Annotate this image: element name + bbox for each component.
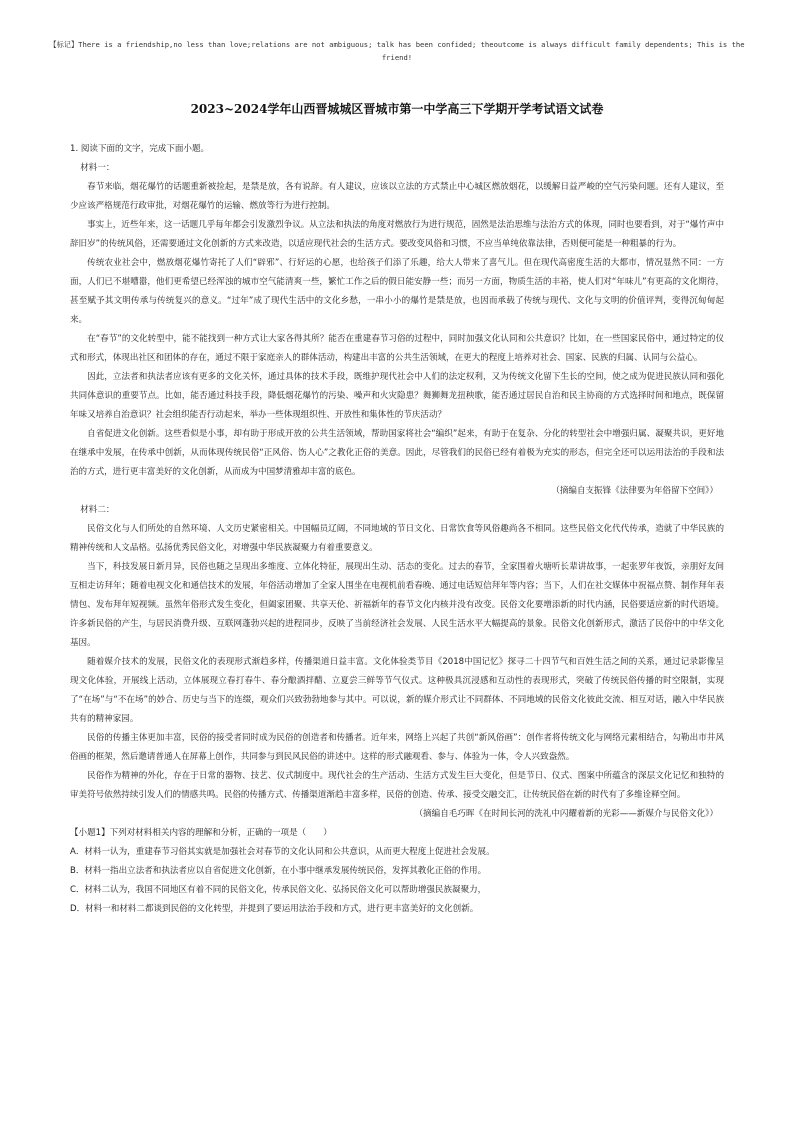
material2-paragraph: 民俗的传播主体更加丰富，民俗的接受者同时成为民俗的创造者和传播者。近年来，网络上兴起了共创“新风俗画”：创作者将传统文化与网络元素相结合，勾勒出市井风俗画的框架，然后邀请普通人在屏幕上创作，共同参与到民风民俗的讲述中。这样的形式融观看、参与、体验为一体，令人兴致盎然。 (70, 733, 724, 762)
material1-label: 材料一： (80, 163, 115, 173)
question1-option-a: A．材料一认为，重建春节习俗其实就是加强社会对春节的文化认同和公共意识，从而更大程度上促进社会发展。 (70, 847, 495, 857)
material1-paragraph: 事实上，近些年来，这一话题几乎每年都会引发激烈争议。从立法和执法的角度对燃放行为进行规范，固然是法治思维与法治方式的体现，同时也要看到，对于“爆竹声中辞旧岁”的传统风俗，还需要通过文化创新的方式来改造，以适应现代社会的生活方式。要改变风俗和习惯，不应当单纯依靠法律，否则便可能是一种粗暴的行为。 (70, 220, 724, 249)
question-intro: 1. 阅读下面的文字，完成下面小题。 (70, 144, 210, 154)
question1-option-d: D．材料一和材料二都谈到民俗的文化转型，并提到了要运用法治手段和方式，进行更丰富美好的文化创新。 (70, 904, 479, 914)
material2-label: 材料二： (80, 505, 115, 515)
banner-note: 【标记】There is a friendship,no less than love;relations are not ambiguous; talk has been confided; theoutcome is always difficult family dependents; This is the friend! (49, 40, 745, 62)
material2-source: （摘编自毛巧晖《在时间长河的洗礼中闪耀着新的光彩——新媒介与民俗文化》） (414, 809, 718, 819)
material2-paragraph: 当下，科技发展日新月异，民俗也随之呈现出多维度、立体化特征，展现出生动、活态的变化。过去的春节，全家围着火塘听长辈讲故事，一起张罗年夜饭，亲朋好友间互相走访拜年；随着电视文化和通信技术的发展，年俗活动增加了全家人围坐在电视机前看春晚、通过电话短信拜年等内容；当下，人们在社交媒体中祝福点赞、制作拜年表情包、发布拜年短视频。虽然年俗形式发生变化，但阖家团聚、共享天伦、祈福新年的春节文化内核并没有改变。民俗文化要增添新的时代内涵，民俗要适应新的时代语境。许多新民俗的产生，与居民消费升级、互联网蓬勃兴起的进程同步，反映了当前经济社会发展、人民生活水平大幅提高的景象。民俗文化创新形式，激活了民俗中的中华文化基因。 (70, 562, 724, 648)
material2-paragraph: 随着媒介技术的发展，民俗文化的表现形式渐趋多样，传播渠道日益丰富。文化体验类节目《2018中国记忆》探寻二十四节气和百姓生活之间的关系，通过记录影像呈现文化体验，开展线上活动，立体展现立春打春牛、春分酿酒拌醋、立夏尝三鲜等节气仪式。这种极具沉浸感和互动性的表现形式，突破了传统民俗传播的时空限制，实现了“在场”与“不在场”的妙合、历史与当下的连缀，观众们兴致勃勃地参与其中。可以说，新的媒介形式让不同群体、不同地域的民俗文化彼此交流、相互对话，融入中华民族共有的精神家园。 (70, 657, 724, 724)
material1-paragraph: 因此，立法者和执法者应该有更多的文化关怀，通过具体的技术手段，既维护现代社会中人们的法定权利，又为传统文化留下生长的空间，使之成为促进民族认同和强化共同体意识的重要节点。比如，能否通过科技手段，降低烟花爆竹的污染、噪声和火灾隐患？舞狮舞龙扭秧歌，能否通过居民自治和民主协商的方式选择时间和地点，既保留年味又培养自治意识？社会组织能否行动起来，举办一些体现组织性、开放性和集体性的节庆活动？ (70, 372, 724, 420)
page-title: 2023~2024学年山西晋城城区晋城市第一中学高三下学期开学考试语文试卷 (190, 102, 604, 116)
material1-paragraph: 传统农业社会中，燃放烟花爆竹寄托了人们“辟邪”、行好运的心愿，也给孩子们添了乐趣，给大人带来了喜气儿。但在现代高密度生活的大都市，情况显然不同：一方面，人们已不堪嘈嚣，他们更希望已经浑浊的城市空气能清爽一些，繁忙工作之后的假日能安静一些；而另一方面，物质生活的丰裕，使人们对“年味儿”有更高的文化期待，甚至赋予其文明传承与传统复兴的意义。“过年”成了现代生活中的文化乡愁，一串小小的爆竹是禁是放，也因而承载了传统与现代、文化与文明的价值评判，变得沉甸甸起来。 (70, 258, 724, 325)
question1-stem: 【小题1】下列对材料相关内容的理解和分析，正确的一项是（ ） (70, 828, 332, 838)
material1-source: （摘编自支振锋《法律要为年俗留下空间》） (551, 486, 718, 496)
material1-paragraph: 自省促进文化创新。这些看似是小事，却有助于形成开放的公共生活领域，帮助国家将社会“编织”起来，有助于在复杂、分化的转型社会中增强归属、凝聚共识，更好地在继承中发展，在传承中创新，从而体现传统民俗“正风俗、饬人心”之教化正俗的美意。因此，尽管我们的民俗已经有着极为充实的形态，但完全还可以运用法治的手段和法治的方式，进行更丰富美好的文化创新，从而成为中国梦清雅却丰富的底色。 (70, 429, 724, 477)
material2-paragraph: 民俗文化与人们所处的自然环境、人文历史紧密相关。中国幅员辽阔，不同地域的节日文化、日常饮食等风俗趣尚各不相同。这些民俗文化代代传承，造就了中华民族的精神传统和人文品格。弘扬优秀民俗文化，对增强中华民族凝聚力有着重要意义。 (70, 524, 724, 553)
document-body (70, 140, 724, 919)
question1-option-c: C．材料二认为，我国不同地区有着不同的民俗文化，传承民俗文化、弘扬民俗文化可以帮助增强民族凝聚力， (70, 885, 487, 895)
material1-paragraph: 在“春节”的文化转型中，能不能找到一种方式让大家各得其所？能否在重建春节习俗的过程中，同时加强文化认同和公共意识？比如，在一些国家民俗中，通过特定的仪式和形式，体现出社区和团体的存在，通过不限于家庭亲人的群体活动，构建出丰富的公共生活领域，在更大的程度上培养对社会、国家、民族的归属、认同与公益心。 (70, 334, 724, 363)
question1-option-b: B．材料一指出立法者和执法者应以自省促进文化创新，在小事中继承发展传统民俗，发挥其教化正俗的作用。 (70, 866, 487, 876)
material1-paragraph: 春节来临，烟花爆竹的话题重新被捡起，是禁是放，各有说辞。有人建议，应该以立法的方式禁止中心城区燃放烟花，以缓解日益严峻的空气污染问题。还有人建议，至少应该严格规范行政审批，对烟花爆竹的运输、燃放等行为进行控制。 (70, 182, 724, 211)
material2-paragraph: 民俗作为精神的外化，存在于日常的器物、技艺、仪式制度中。现代社会的生产活动、生活方式发生巨大变化，但是节日、仪式、图案中所蕴含的深层文化记忆和独特的审美符号依然持续引发人们的情感共鸣。民俗的传播方式、传播渠道渐趋丰富多样，民俗的创造、传承、接受交融交汇，让传统民俗在新的时代有了多维诠释空间。 (70, 771, 724, 800)
